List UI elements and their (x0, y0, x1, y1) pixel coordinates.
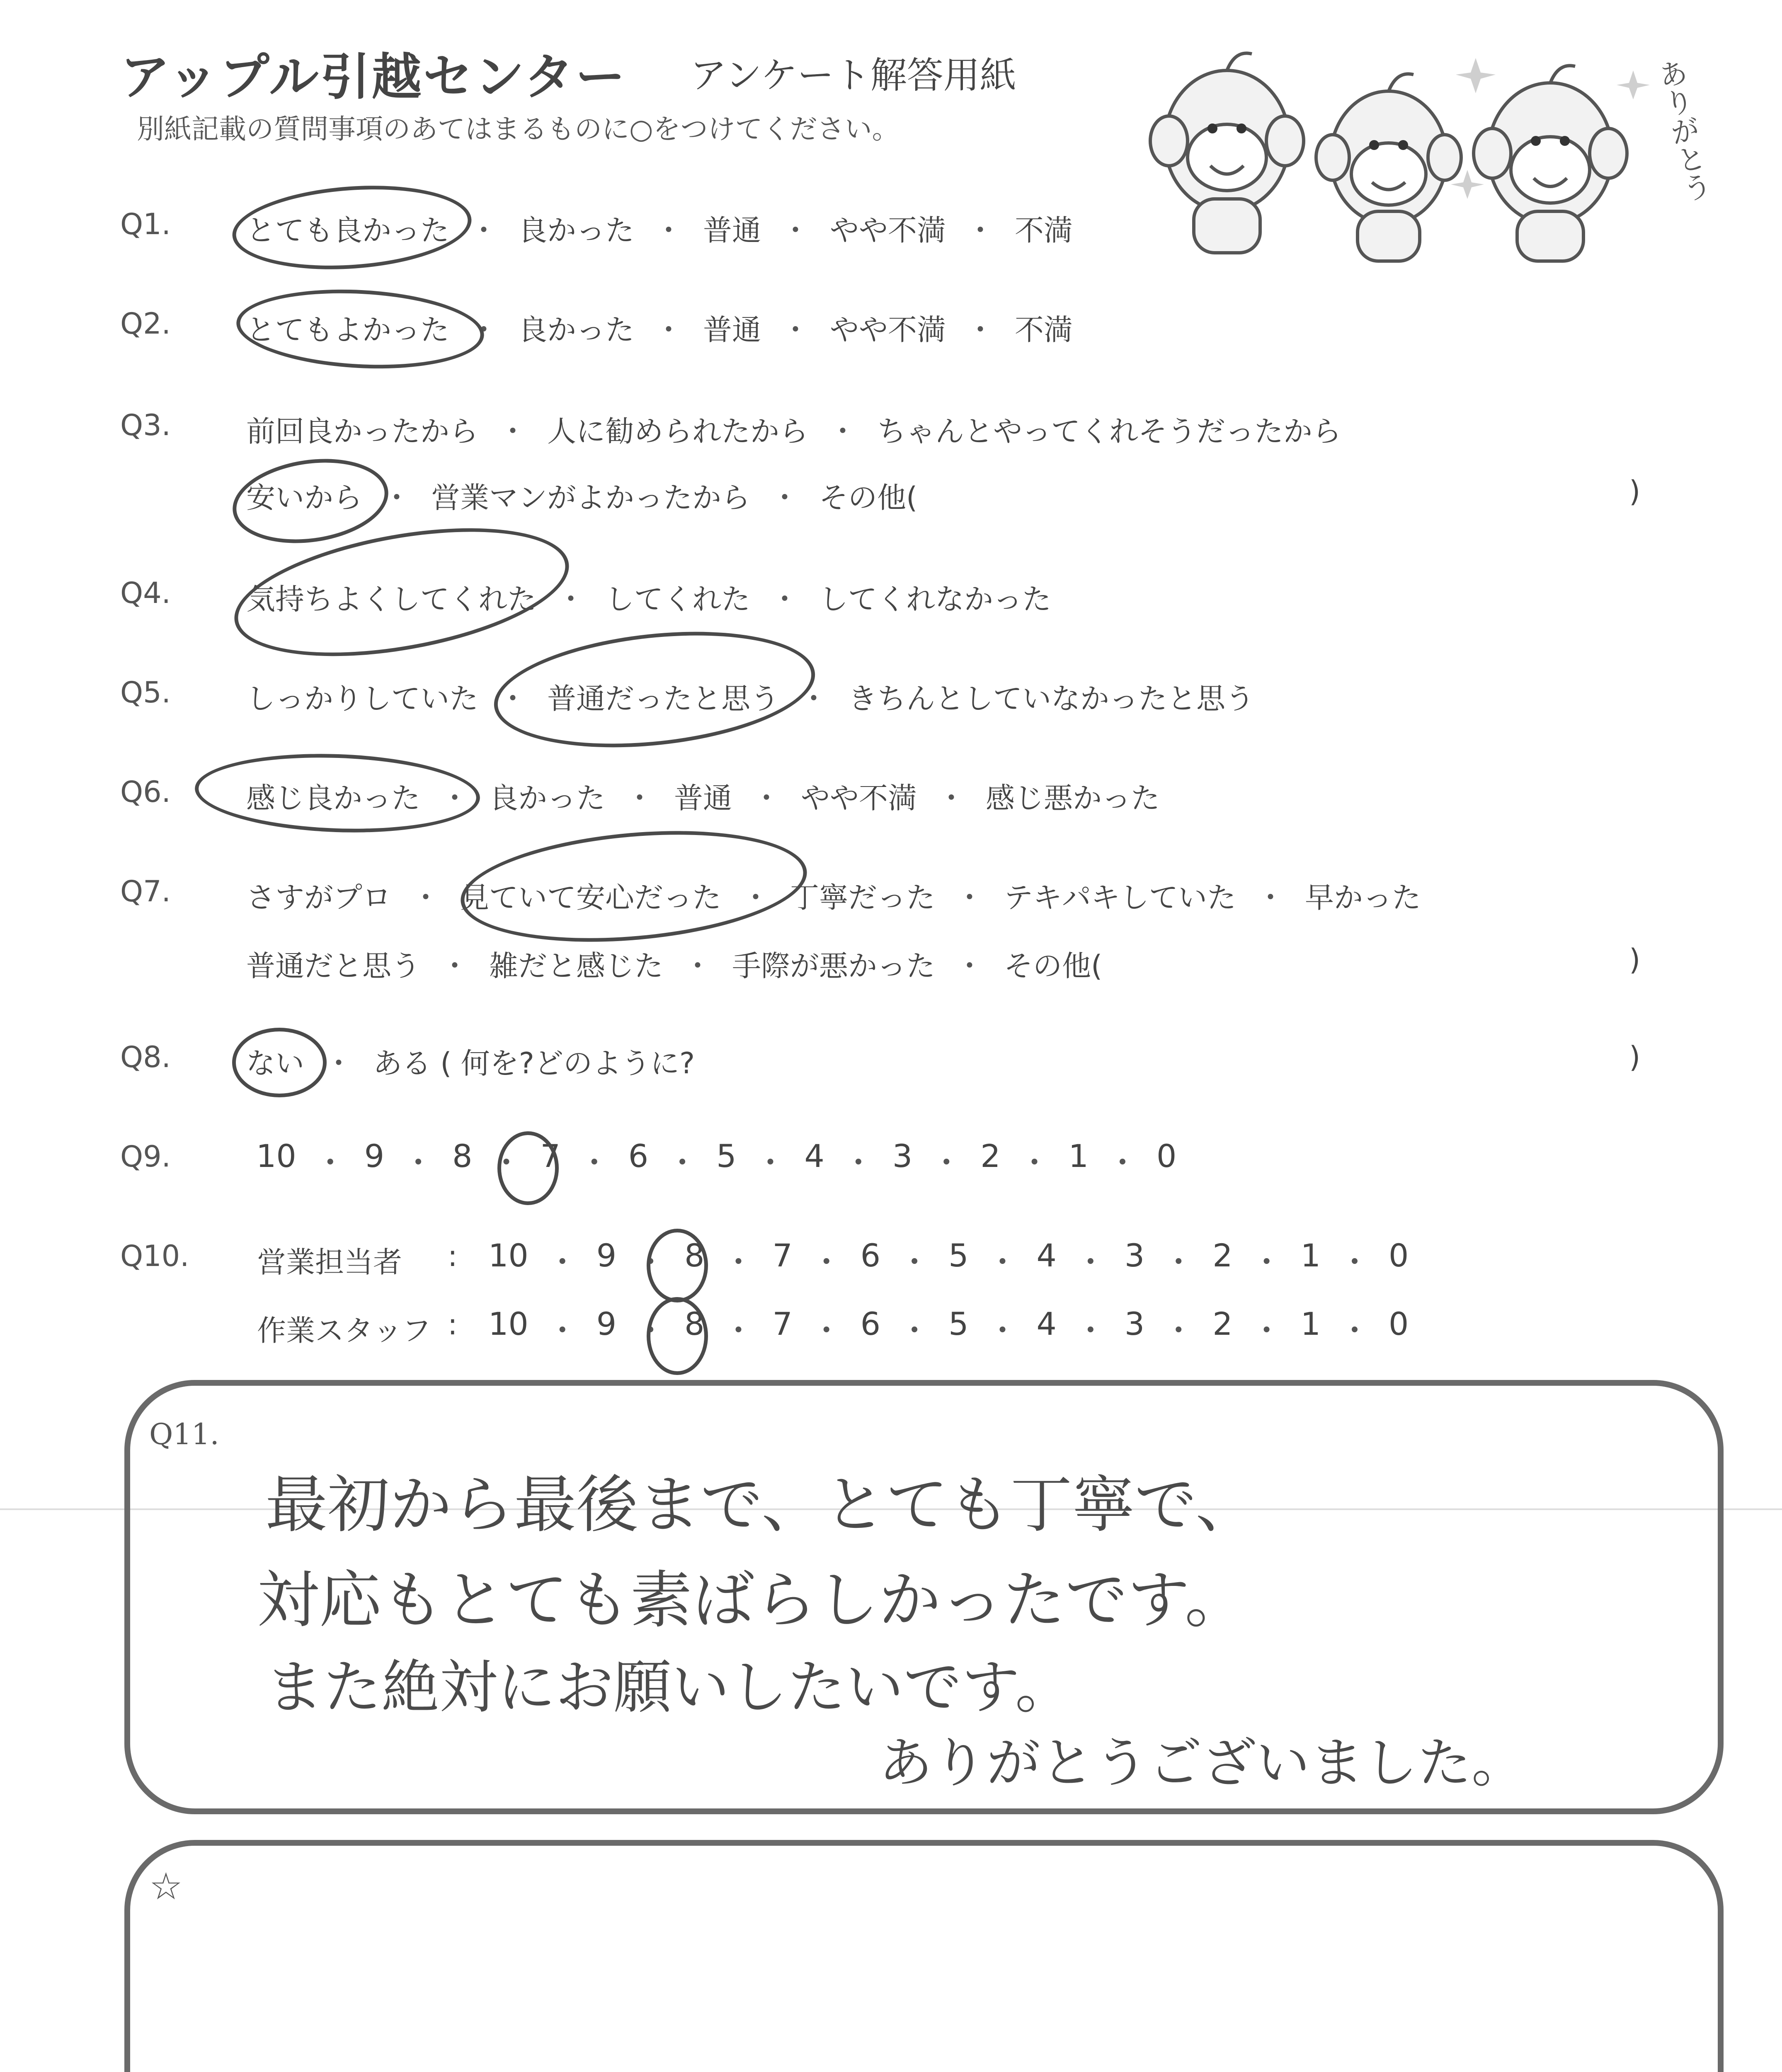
q9-scale: 10 ・ 9 ・ 8 ・ 7 ・ 6 ・ 5 ・ 4 ・ 3 ・ 2 ・ 1 ・ 0 (249, 1138, 1184, 1183)
q8-options: ない ・ ある ( 何を?どのように? (245, 1040, 696, 1082)
q1-option[interactable]: 良かった (518, 213, 634, 247)
q7-option[interactable]: テキパキしていた (1004, 881, 1236, 915)
q5-options: しっかりしていた ・ 普通だったと思う ・ きちんとしていなかったと思う (245, 675, 1256, 717)
q3-options-line2: 安いから ・ 営業マンがよかったから ・ その他( (245, 474, 919, 516)
q7-options-line2: 普通だと思う ・ 雑だと感じた ・ 手際が悪かった ・ その他( (245, 943, 1104, 985)
q10-staff-score[interactable]: 2 (1212, 1305, 1233, 1342)
q10-number: Q10. (120, 1239, 189, 1273)
q8-close-paren: ) (1629, 1040, 1641, 1074)
q10-staff-score[interactable]: 1 (1300, 1305, 1321, 1342)
q8-option[interactable]: ない (246, 1046, 304, 1080)
q2-option[interactable]: やや不満 (830, 313, 946, 347)
q10-staff-score[interactable]: 5 (948, 1305, 969, 1342)
q7-option[interactable]: 見ていて安心だった (460, 881, 721, 915)
q1-number: Q1. (120, 207, 171, 241)
q5-option[interactable]: しっかりしていた (246, 682, 478, 716)
q1-answer-circle (230, 178, 474, 277)
q10-staff-colon: : (448, 1307, 458, 1341)
q9-score-9[interactable]: 9 (364, 1138, 385, 1174)
q10-sales-scale: 10 ・ 9 ・ 8 ・ 7 ・ 6 ・ 5 ・ 4 ・ 3 ・ 2 ・ 1 ・ 0 (481, 1237, 1416, 1282)
q10-staff-scale: 10 ・ 9 ・ 8 ・ 7 ・ 6 ・ 5 ・ 4 ・ 3 ・ 2 ・ 1 ・ 0 (481, 1305, 1416, 1351)
q6-option[interactable]: 感じ悪かった (986, 781, 1160, 815)
q7-option[interactable]: 手際が悪かった (732, 949, 935, 983)
q3-option[interactable]: 安いから (246, 481, 362, 515)
q11-handwritten-line: 最初から最後まで、とても丁寧で、 (265, 1469, 1258, 1541)
q9-score-7[interactable]: 7 (540, 1138, 560, 1174)
q7-close-paren: ) (1629, 943, 1641, 977)
q10-staff-score[interactable]: 3 (1124, 1305, 1145, 1342)
q3-option[interactable]: 人に勧められたから (547, 414, 808, 448)
q7-option[interactable]: 雑だと感じた (489, 949, 663, 983)
q10-staff-label: 作業スタッフ (257, 1314, 431, 1348)
q11-label: Q11. (149, 1417, 219, 1451)
q9-score-3[interactable]: 3 (892, 1138, 913, 1174)
q10-sales-score[interactable]: 5 (948, 1237, 969, 1274)
q10-sales-score[interactable]: 3 (1124, 1237, 1145, 1274)
q8-number: Q8. (120, 1040, 171, 1074)
q8-option[interactable]: ある ( 何を?どのように? (373, 1046, 695, 1080)
q2-option[interactable]: 良かった (518, 313, 634, 347)
q10-sales-score[interactable]: 10 (488, 1237, 529, 1274)
q6-option[interactable]: やや不満 (801, 781, 917, 815)
q10-staff-score[interactable]: 0 (1388, 1305, 1409, 1342)
q5-answer-circle (488, 617, 821, 762)
brand-title: アップル引越センター (120, 48, 627, 106)
q10-sales-score[interactable]: 6 (860, 1237, 881, 1274)
q10-staff-answer-circle (647, 1297, 708, 1375)
q5-option[interactable]: 普通だったと思う (547, 682, 779, 716)
q9-score-0[interactable]: 0 (1156, 1138, 1177, 1174)
q2-option[interactable]: 普通 (703, 313, 761, 347)
q9-score-10[interactable]: 10 (256, 1138, 296, 1174)
q4-option[interactable]: してくれた (605, 582, 750, 616)
q4-number: Q4. (120, 576, 171, 610)
q7-option[interactable]: 普通だと思う (246, 949, 420, 983)
q10-staff-score[interactable]: 4 (1036, 1305, 1057, 1342)
q9-answer-circle (497, 1131, 559, 1205)
q3-option[interactable]: ちゃんとやってくれそうだったから (877, 414, 1341, 448)
q10-sales-score[interactable]: 7 (772, 1237, 793, 1274)
q6-option[interactable]: 感じ良かった (246, 781, 420, 815)
q10-sales-score[interactable]: 9 (596, 1237, 617, 1274)
q10-staff-score[interactable]: 10 (488, 1305, 529, 1342)
q1-options: とても良かった ・ 良かった ・ 普通 ・ やや不満 ・ 不満 (245, 207, 1074, 249)
q6-options: 感じ良かった ・ 良かった ・ 普通 ・ やや不満 ・ 感じ悪かった (245, 775, 1161, 817)
q3-answer-circle (227, 450, 394, 553)
q3-number: Q3. (120, 408, 171, 442)
q9-number: Q9. (120, 1140, 171, 1174)
q1-option[interactable]: 不満 (1015, 213, 1073, 247)
q10-sales-score[interactable]: 1 (1300, 1237, 1321, 1274)
q7-options-line1: さすがプロ ・ 見ていて安心だった ・ 丁寧だった ・ テキパキしていた ・ 早かった (245, 874, 1423, 916)
q7-option[interactable]: さすがプロ (246, 881, 391, 915)
q2-option[interactable]: とてもよかった (246, 313, 449, 347)
q7-option[interactable]: 丁寧だった (790, 881, 935, 915)
star-comment-box[interactable] (124, 1840, 1724, 2072)
q11-handwritten-line: 対応もとても素ばらしかったです。 (257, 1564, 1247, 1636)
q10-sales-colon: : (448, 1239, 458, 1273)
q2-options: とてもよかった ・ 良かった ・ 普通 ・ やや不満 ・ 不満 (245, 307, 1074, 349)
q2-answer-circle (234, 283, 486, 374)
star-label: ☆ (149, 1865, 183, 1908)
q9-score-5[interactable]: 5 (716, 1138, 737, 1174)
q4-options: 気持ちよくしてくれた ・ してくれた ・ してくれなかった (245, 576, 1053, 618)
q10-sales-score[interactable]: 2 (1212, 1237, 1233, 1274)
mascot-thanks-text: ありがとう (1651, 56, 1715, 205)
q6-answer-circle (194, 749, 481, 837)
q9-score-1[interactable]: 1 (1068, 1138, 1089, 1174)
q2-option[interactable]: 不満 (1015, 313, 1073, 347)
q3-option[interactable]: 前回良かったから (246, 414, 478, 448)
q1-option[interactable]: とても良かった (246, 213, 449, 247)
q9-score-2[interactable]: 2 (980, 1138, 1001, 1174)
q3-option[interactable]: 営業マンがよかったから (431, 481, 750, 515)
q10-staff-score[interactable]: 6 (860, 1305, 881, 1342)
q11-handwritten-line: また絶対にお願いしたいです。 (265, 1654, 1073, 1721)
q4-option[interactable]: 気持ちよくしてくれた (246, 582, 536, 616)
q1-option[interactable]: 普通 (703, 213, 761, 247)
q9-score-6[interactable]: 6 (628, 1138, 649, 1174)
q6-number: Q6. (120, 775, 171, 809)
q3-close-paren: ) (1629, 474, 1641, 508)
q9-score-8[interactable]: 8 (452, 1138, 473, 1174)
mascot-illustration (1144, 33, 1687, 265)
q10-sales-score[interactable]: 0 (1388, 1237, 1409, 1274)
q6-option[interactable]: 普通 (674, 781, 732, 815)
q10-sales-label: 営業担当者 (257, 1245, 402, 1279)
q3-option-other[interactable]: その他( (819, 481, 918, 515)
q2-number: Q2. (120, 307, 171, 341)
form-subtitle: アンケート解答用紙 (690, 54, 1016, 97)
q11-handwritten-line: ありがとうございました。 (879, 1731, 1526, 1794)
q10-staff-score[interactable]: 9 (596, 1305, 617, 1342)
q10-sales-score[interactable]: 8 (684, 1237, 705, 1274)
q5-option[interactable]: きちんとしていなかったと思う (848, 682, 1254, 716)
q9-score-4[interactable]: 4 (804, 1138, 824, 1174)
q5-number: Q5. (120, 675, 171, 709)
q7-option[interactable]: 早かった (1305, 881, 1421, 915)
q6-option[interactable]: 良かった (489, 781, 605, 815)
q8-answer-circle (232, 1028, 327, 1097)
q3-options-line1: 前回良かったから ・ 人に勧められたから ・ ちゃんとやってくれそうだったから (245, 408, 1343, 450)
q10-sales-score[interactable]: 4 (1036, 1237, 1057, 1274)
q1-option[interactable]: やや不満 (830, 213, 946, 247)
q4-option[interactable]: してくれなかった (819, 582, 1051, 616)
q10-staff-score[interactable]: 8 (684, 1305, 705, 1342)
q7-number: Q7. (120, 874, 171, 908)
q10-staff-score[interactable]: 7 (772, 1305, 793, 1342)
q7-answer-circle (456, 818, 811, 955)
instruction-text: 別紙記載の質問事項のあてはまるものに○をつけてください。 (137, 113, 899, 145)
q10-sales-answer-circle (647, 1229, 708, 1302)
q7-option-other[interactable]: その他( (1004, 949, 1103, 983)
